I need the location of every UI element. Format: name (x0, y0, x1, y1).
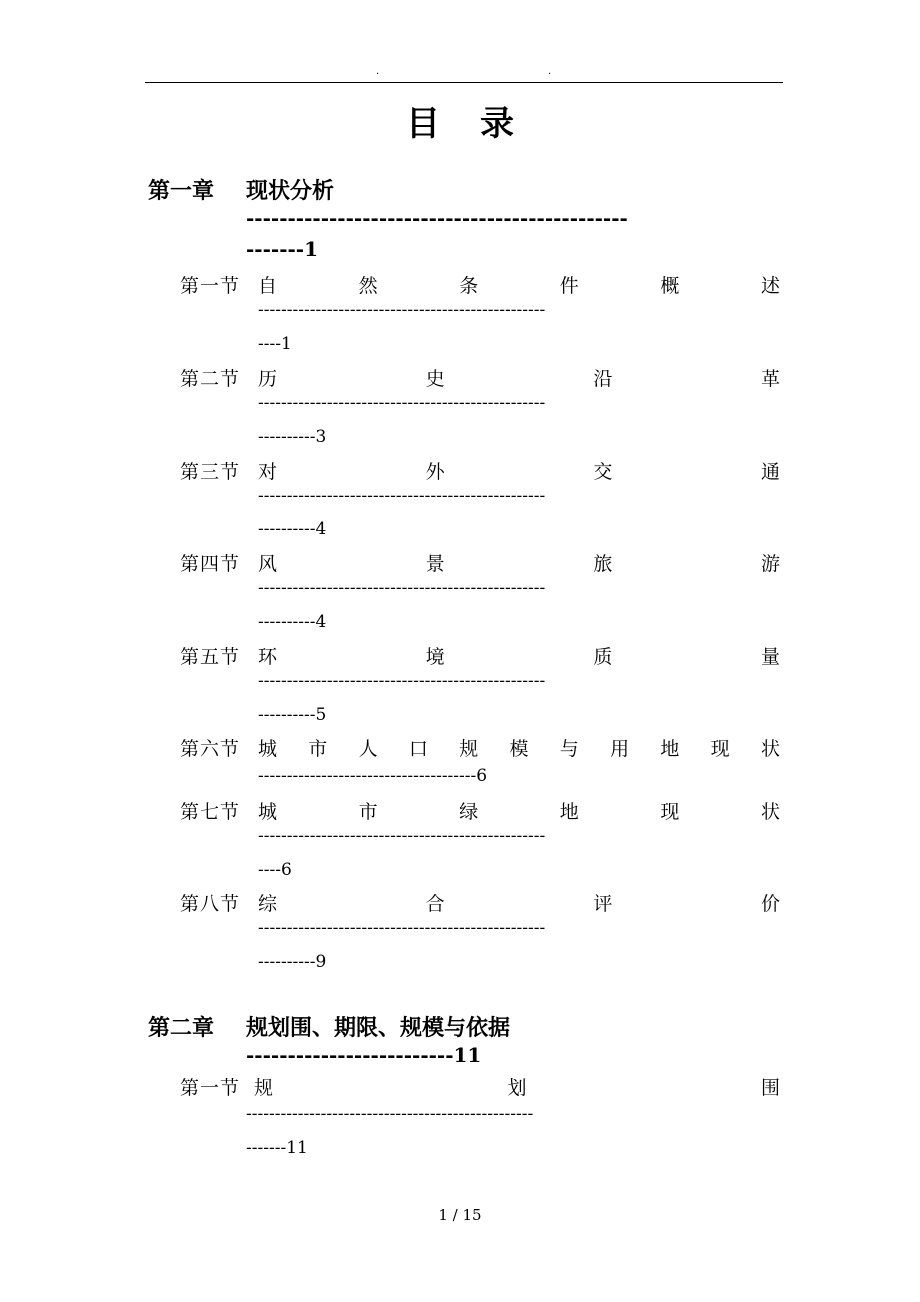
section-title-char: 历 (258, 368, 278, 390)
chapter-label: 第一章 (148, 178, 215, 204)
section-title-char: 件 (559, 275, 579, 297)
section-title-char: 围 (760, 1077, 780, 1099)
section-title-char: 地 (660, 738, 680, 760)
section-title-char: 沿 (593, 368, 613, 390)
section-title-char: 现 (710, 738, 730, 760)
section-title-char: 价 (760, 893, 780, 915)
section-title-char: 口 (408, 738, 428, 760)
leader-dashes-page: ----------3 (258, 427, 327, 447)
header-rule (145, 82, 783, 83)
leader-dashes: -------------------------------------------------- (246, 1104, 534, 1124)
leader-dashes: -------------------------------------------------- (258, 918, 546, 938)
section-label: 第四节 (180, 553, 241, 575)
section-title-char: 述 (760, 275, 780, 297)
leader-dashes: -------------------------------------------------- (258, 486, 546, 506)
section-title-char: 规 (254, 1077, 274, 1099)
leader-dashes: ---------------------------------------------- (246, 206, 628, 230)
section-title-char: 对 (258, 461, 278, 483)
leader-dashes-page: ----------4 (258, 519, 327, 539)
section-title-char: 人 (358, 738, 378, 760)
section-label: 第五节 (180, 646, 241, 668)
section-title-char: 通 (760, 461, 780, 483)
page-number: 1 / 15 (438, 1206, 482, 1224)
leader-dashes: -------------------------------------------------- (258, 826, 546, 846)
section-title-char: 史 (425, 368, 445, 390)
section-title-char: 现 (660, 801, 680, 823)
section-title-char: 模 (509, 738, 529, 760)
chapter-title: 规划围、期限、规模与依据 (246, 1015, 511, 1041)
leader-dashes-page: -------1 (246, 237, 319, 261)
leader-dashes-page: ----------5 (258, 705, 327, 725)
section-title-char: 革 (760, 368, 780, 390)
leader-dashes: -------------------------------------------------- (258, 393, 546, 413)
section-title-char: 状 (760, 801, 780, 823)
leader-dashes: -------------------------------------------------- (258, 671, 546, 691)
leader-dashes-page: -------11 (246, 1138, 308, 1158)
header-dot-left: . (376, 66, 380, 77)
leader-dashes: -------------------------------------------------- (258, 300, 546, 320)
section-title-char: 综 (258, 893, 278, 915)
leader-dashes-page: ----6 (258, 860, 292, 880)
section-label: 第一节 (180, 1077, 241, 1099)
section-title (258, 271, 780, 298)
section-title (258, 364, 780, 391)
section-title-char: 风 (258, 553, 278, 575)
section-title-char: 概 (660, 275, 680, 297)
section-title (258, 642, 780, 669)
section-title-char: 自 (258, 275, 278, 297)
section-title-char: 城 (258, 801, 278, 823)
section-title-char: 交 (593, 461, 613, 483)
page-title: 目录 (406, 104, 554, 144)
section-title (254, 1073, 780, 1100)
section-title-char: 规 (459, 738, 479, 760)
section-title-char: 绿 (459, 801, 479, 823)
section-title-char: 量 (760, 646, 780, 668)
section-title (258, 549, 780, 576)
section-title (258, 457, 780, 484)
section-label: 第八节 (180, 893, 241, 915)
leader-dashes-page: -------------------------11 (246, 1043, 482, 1067)
leader-dashes: -------------------------------------------------- (258, 578, 546, 598)
section-title-char: 用 (610, 738, 630, 760)
section-title-char: 地 (559, 801, 579, 823)
section-title-char: 市 (308, 738, 328, 760)
section-title-char: 景 (425, 553, 445, 575)
section-title-char: 游 (760, 553, 780, 575)
chapter-label: 第二章 (148, 1015, 215, 1041)
leader-dashes: --------------------------------------6 (258, 766, 488, 786)
section-title-char: 划 (507, 1077, 527, 1099)
chapter-title: 现状分析 (246, 178, 335, 204)
section-label: 第二节 (180, 368, 241, 390)
section-title (258, 734, 780, 761)
section-title-char: 旅 (593, 553, 613, 575)
section-title-char: 城 (258, 738, 278, 760)
section-label: 第一节 (180, 275, 241, 297)
leader-dashes-page: ----1 (258, 334, 292, 354)
section-title-char: 与 (559, 738, 579, 760)
section-title-char: 环 (258, 646, 278, 668)
section-title-char: 评 (593, 893, 613, 915)
section-title-char: 市 (358, 801, 378, 823)
leader-dashes-page: ----------4 (258, 612, 327, 632)
section-title-char: 状 (760, 738, 780, 760)
section-title-char: 外 (425, 461, 445, 483)
section-title-char: 合 (425, 893, 445, 915)
section-title (258, 797, 780, 824)
section-title-char: 条 (459, 275, 479, 297)
section-title-char: 境 (425, 646, 445, 668)
section-title-char: 然 (358, 275, 378, 297)
section-label: 第七节 (180, 801, 241, 823)
section-title-char: 质 (593, 646, 613, 668)
section-title (258, 889, 780, 916)
section-label: 第六节 (180, 738, 241, 760)
section-label: 第三节 (180, 461, 241, 483)
header-dot-right: . (548, 66, 552, 77)
leader-dashes-page: ----------9 (258, 952, 327, 972)
